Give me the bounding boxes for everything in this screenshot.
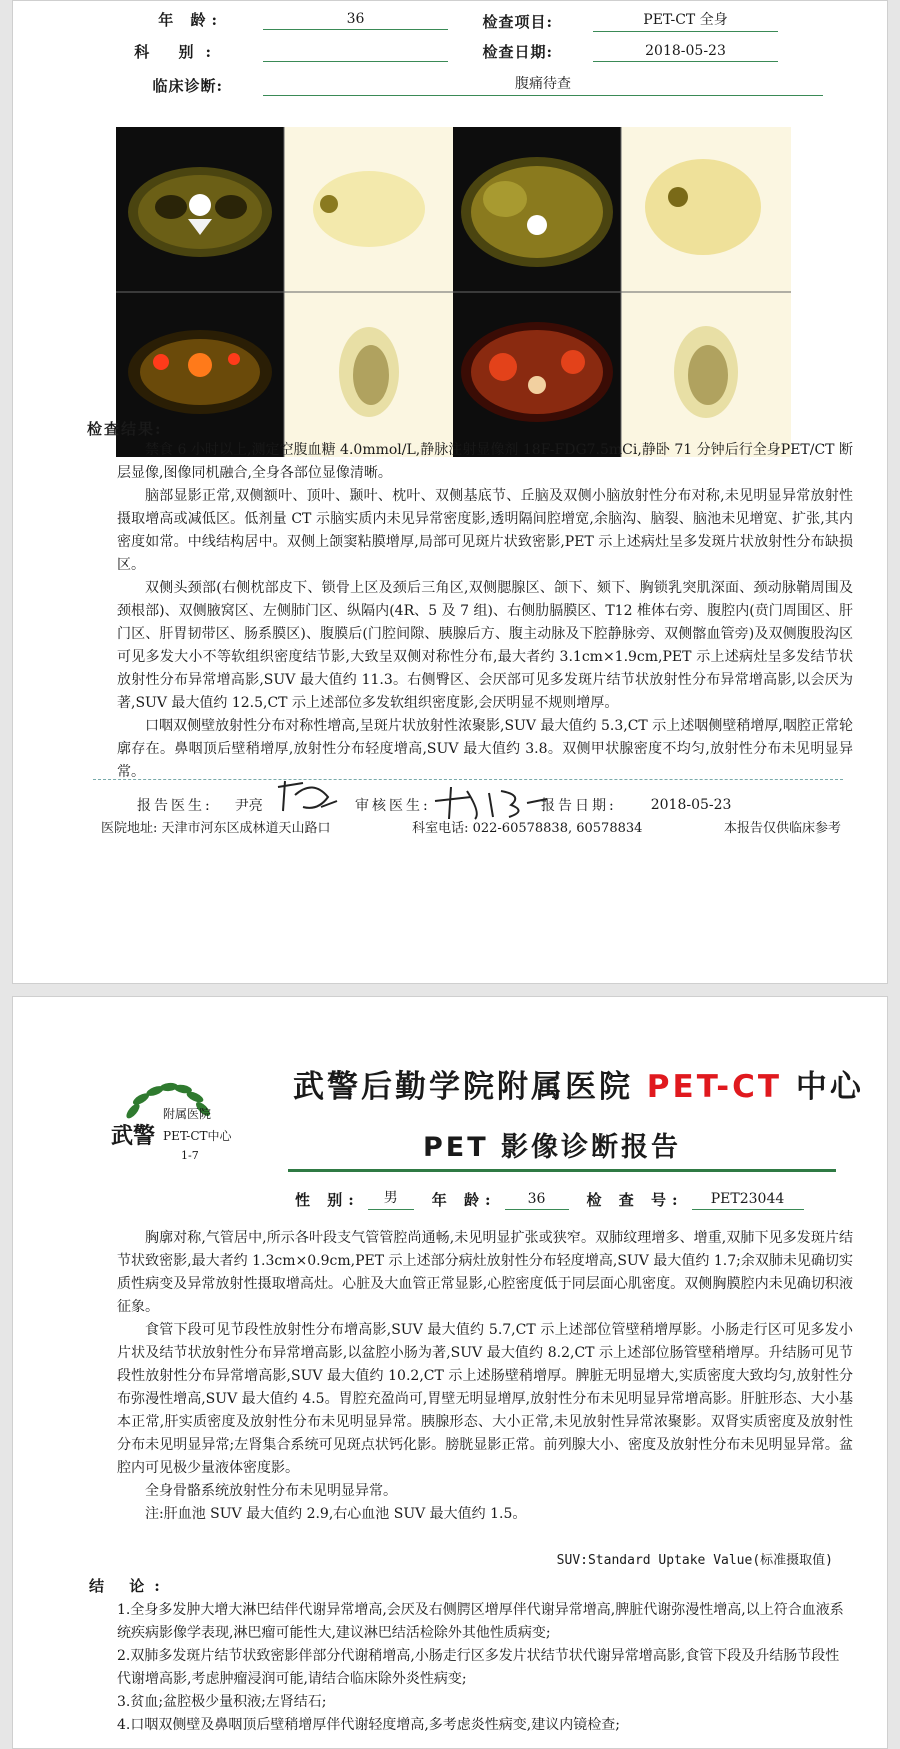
logo-sub-text-2: PET-CT中心: [163, 1129, 232, 1143]
diagnosis-label: 临床诊断:: [152, 77, 223, 95]
field-diagnosis: [113, 73, 823, 96]
hospital-title-suffix: 中心: [782, 1069, 864, 1105]
results-paragraph: 双侧头颈部(右侧枕部皮下、锁骨上区及颈后三角区,双侧腮腺区、颌下、颏下、胸锁乳突肌深面、颈动脉鞘周围及颈根部)、双侧腋窝区、左侧肺门区、纵隔内(4R、5 及 7 组)、右侧肋膈膜区、T12 椎体右旁、腹腔内(贲门周围区、肝门区、肝胃韧带区、肠系膜区)、腹膜后(门腔间隙、胰腺后方、腹主动脉及下腔静脉旁、双侧髂血管旁)及双侧腹股沟区可见多发大小不等软组织密度结节影,大致呈双侧对称性分布,最大者约 3.1cm×1.9cm,PET 示上述病灶呈多发结节状放射性分布异常增高影,SUV 最大值约 11.3。右侧臀区、会厌部可见多发斑片结节状放射性分布异常增高影,以会厌为著,SUV 最大值约 12.5,CT 示上述部位多发软组织密度影,会厌明显不规则增厚。: [117, 580, 853, 711]
conclusion-item: 3.贫血;盆腔极少量积液;左肾结石;: [117, 1694, 327, 1710]
field-exam-date: [443, 41, 778, 62]
reporter-name: 尹亮: [234, 798, 263, 814]
conclusion-item: 1.全身多发肿大增大淋巴结伴代谢异常增高,会厌及右侧腭区增厚伴代谢异常增高,脾脏代谢弥漫性增高,以上符合血液系统疾病影像学表现,淋巴瘤可能性大,建议淋巴结活检除外其他性质病变;: [117, 1602, 844, 1641]
patient-fields: [295, 1187, 822, 1210]
divider: [93, 779, 843, 780]
exam-item-value: PET-CT 全身: [593, 9, 778, 32]
reporter-signature-image: [273, 777, 343, 817]
dept-value: [263, 42, 448, 62]
report-date-row: [541, 795, 731, 815]
hospital-title: [293, 1061, 864, 1106]
signature-row: [137, 795, 263, 815]
pet-ct-scan-image-left: [116, 127, 454, 457]
results-title: 检查结果:: [87, 420, 163, 438]
sex-value: 男: [368, 1187, 414, 1210]
field-age: [113, 9, 448, 30]
age-value: 36: [263, 11, 448, 30]
report-page-1: [12, 0, 888, 984]
logo-small-text: 1-7: [181, 1149, 199, 1162]
findings-paragraph: 胸廓对称,气管居中,所示各叶段支气管管腔尚通畅,未见明显扩张或狭窄。双肺纹理增多、增重,双肺下见多发斑片结节状致密影,最大者约 1.3cm×0.9cm,PET 示上述部分病灶放射性分布轻度增高,SUV 最大值约 1.7;余双肺未见确切实质性病变及异常放射性摄取增高灶。心脏及大血管正常显影,心腔密度低于同层面心肌密度。双侧胸膜腔内未见确切积液征象。: [117, 1230, 853, 1315]
logo-sub-text: 附属医院: [163, 1107, 212, 1121]
diagnosis-value: 腹痛待查: [263, 73, 823, 96]
reviewer-row: [355, 795, 431, 815]
report-date-label: 报告日期:: [541, 798, 617, 814]
exam-no-value: PET23044: [692, 1191, 804, 1210]
findings-body: [117, 1227, 853, 1526]
age-label: 年 龄:: [158, 11, 223, 29]
age-label: 年 龄:: [431, 1191, 497, 1209]
logo-main-text: 武警: [111, 1123, 156, 1149]
page-footer: [101, 817, 841, 836]
exam-date-value: 2018-05-23: [593, 43, 778, 62]
report-title: PET 影像诊断报告: [423, 1132, 682, 1163]
dept-label: 科 别:: [134, 43, 223, 61]
title-rule: [288, 1169, 836, 1172]
conclusion-item: 4.口咽双侧壁及鼻咽顶后壁稍增厚伴代谢轻度增高,多考虑炎性病变,建议内镜检查;: [117, 1717, 620, 1733]
hospital-logo: [111, 1079, 271, 1189]
exam-item-label: 检查项目:: [482, 13, 553, 31]
exam-date-label: 检查日期:: [482, 43, 553, 61]
conclusion-title: 结 论:: [89, 1577, 170, 1595]
pet-ct-scan-image-right: [453, 127, 791, 457]
department-phone: 科室电话: 022-60578838, 60578834: [412, 821, 643, 836]
hospital-address: 医院地址: 天津市河东区成林道天山路口: [101, 821, 331, 836]
field-dept: [113, 41, 448, 62]
suv-note: SUV:Standard Uptake Value(标准摄取值): [556, 1553, 833, 1568]
results-paragraph: 口咽双侧壁放射性分布对称性增高,呈斑片状放射性浓聚影,SUV 最大值约 5.3,CT 示上述咽侧壁稍增厚,咽腔正常轮廓存在。鼻咽顶后壁稍增厚,放射性分布轻度增高,SUV 最大值约 3.8。双侧甲状腺密度不均匀,放射性分布未见明显异常。: [117, 718, 853, 780]
findings-paragraph: 食管下段可见节段性放射性分布增高影,SUV 最大值约 5.7,CT 示上述部位管壁稍增厚影。小肠走行区可见多发小片状及结节状放射性分布异常增高影,以盆腔小肠为著,SUV 最大值约 8.2,CT 示上述部位肠管壁稍增厚。升结肠可见节段性放射性分布异常增高影,SUV 最大值约 10.2,CT 示上述肠壁稍增厚。脾脏无明显增大,实质密度大致均匀,放射性分布弥漫性增高,SUV 最大值约 4.5。胃腔充盈尚可,胃壁无明显增厚,放射性分布未见明显异常增高影。肝脏形态、大小基本正常,肝实质密度及放射性分布未见明显异常。胰腺形态、大小正常,未见放射性异常浓聚影。双肾实质密度及放射性分布未见明显异常;左肾集合系统可见斑点状钙化影。膀胱显影正常。前列腺大小、密度及放射性分布未见明显异常。盆腔内可见极少量液体密度影。: [117, 1322, 853, 1476]
conclusion-list: [117, 1599, 853, 1737]
report-disclaimer: 本报告仅供临床参考: [723, 821, 841, 836]
field-exam-item: [443, 9, 778, 32]
findings-paragraph: 注:肝血池 SUV 最大值约 2.9,右心血池 SUV 最大值约 1.5。: [145, 1506, 527, 1522]
findings-paragraph: 全身骨骼系统放射性分布未见明显异常。: [145, 1483, 397, 1499]
conclusion-item: 2.双肺多发斑片结节状致密影伴部分代谢稍增高,小肠走行区多发片状结节状代谢异常增高影,食管下段及升结肠节段性代谢增高影,考虑肿瘤浸润可能,请结合临床除外炎性病变;: [117, 1648, 840, 1687]
results-body: [117, 439, 853, 784]
report-date-value: 2018-05-23: [650, 797, 732, 813]
hospital-title-prefix: 武警后勤学院附属医院: [293, 1069, 647, 1105]
results-paragraph: 禁食 6 小时以上,测定空腹血糖 4.0mmol/L,静脉注射显像剂 18F-FDG7.5mCi,静卧 71 分钟后行全身PET/CT 断层显像,图像同机融合,全身各部位显像清晰。: [117, 442, 853, 481]
results-paragraph: 脑部显影正常,双侧额叶、顶叶、颞叶、枕叶、双侧基底节、丘脑及双侧小脑放射性分布对称,未见明显异常放射性摄取增高或减低区。低剂量 CT 示脑实质内未见异常密度影,透明隔间腔增宽,余脑沟、脑裂、脑池未见增宽、扩张,其内密度如常。中线结构居中。双侧上颌窦粘膜增厚,局部可见斑片状致密影,PET 示上述病灶呈多发斑片状放射性分布缺损区。: [117, 488, 853, 573]
age-value: 36: [505, 1191, 569, 1210]
reporter-label: 报告医生:: [137, 798, 213, 814]
hospital-title-pet-ct: PET-CT: [646, 1069, 783, 1105]
exam-no-label: 检 查 号:: [586, 1191, 684, 1209]
reviewer-label: 审核医生:: [355, 798, 431, 814]
report-page-2: [12, 996, 888, 1749]
sex-label: 性 别:: [295, 1191, 360, 1209]
